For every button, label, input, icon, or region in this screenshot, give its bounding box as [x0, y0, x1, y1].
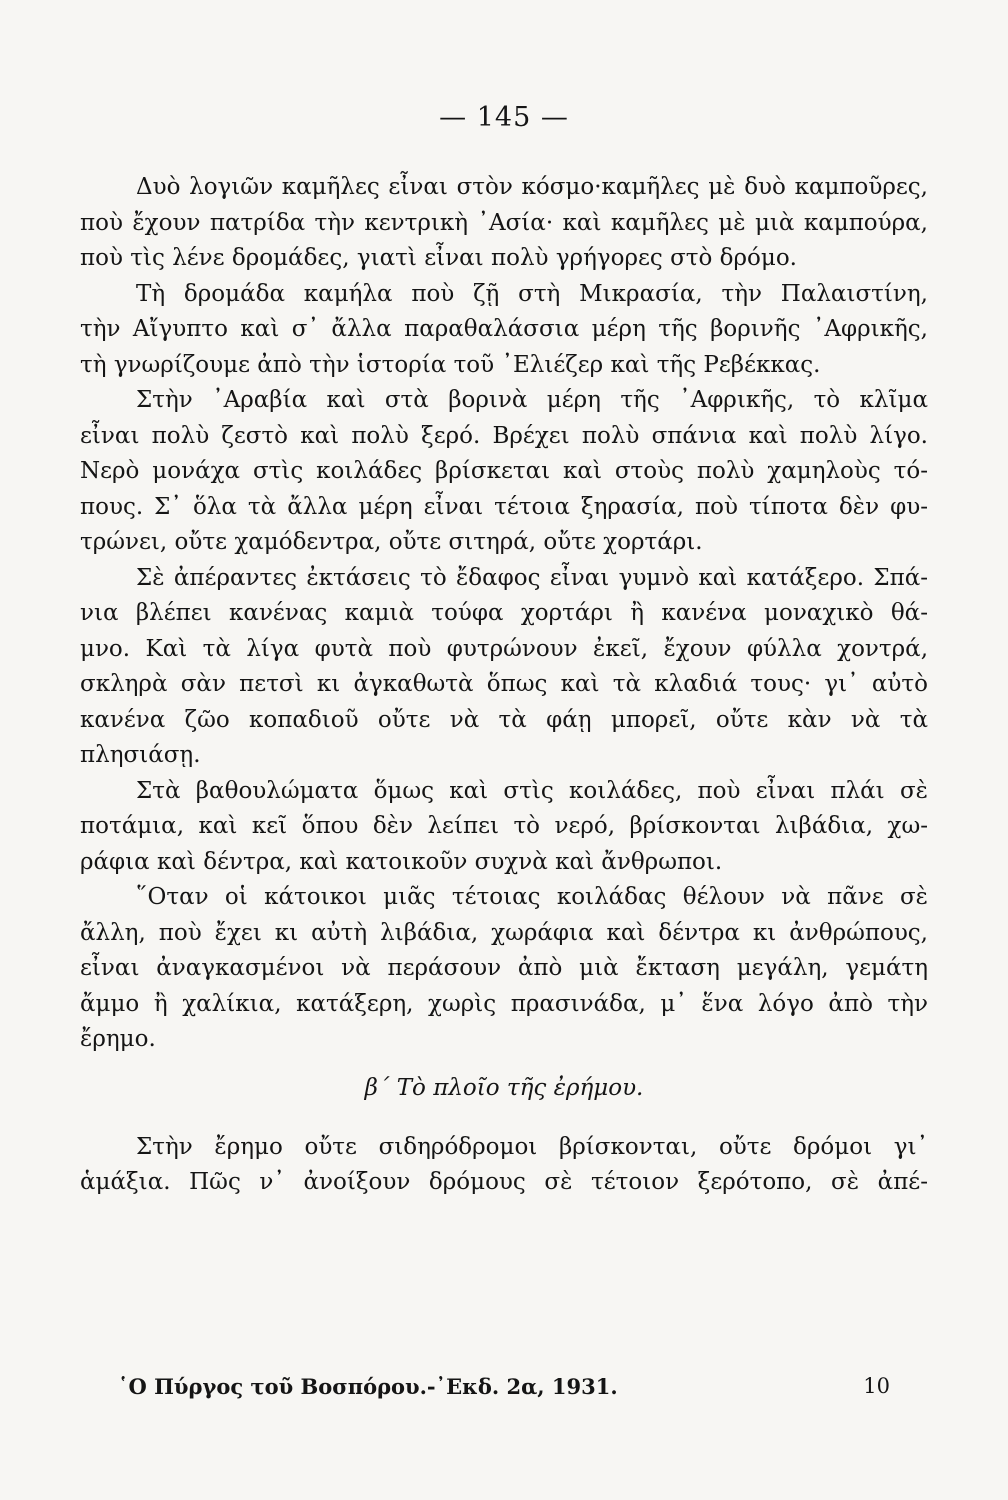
- text-line: Νερὸ μονάχα στὶς κοιλάδες βρίσκεται καὶ στοὺς πολὺ χαμηλοὺς τό-: [80, 458, 928, 484]
- text-line: Σὲ ἀπέραντες ἐκτάσεις τὸ ἔδαφος εἶναι γυμνὸ καὶ κατάξερο. Σπά-: [136, 564, 928, 591]
- text-line: ποὺ τὶς λένε δρομάδες, γιατὶ εἶναι πολὺ γρήγορες στὸ δρόμο.: [80, 245, 797, 271]
- text-line: ποτάμια, καὶ κεῖ ὅπου δὲν λείπει τὸ νερό, βρίσκονται λιβάδια, χω-: [80, 813, 928, 839]
- section-heading: β΄ Τὸ πλοῖο τῆς ἐρήμου.: [364, 1074, 644, 1101]
- paragraph: [80, 277, 928, 384]
- text-line: εἶναι πολὺ ζεστὸ καὶ πολὺ ξερό. Βρέχει πολὺ σπάνια καὶ πολὺ λίγο.: [80, 422, 928, 449]
- body-text: [80, 170, 928, 1201]
- page-footer: [118, 1374, 890, 1399]
- page-number: — 145 —: [439, 102, 569, 133]
- closing-paragraph: [80, 1130, 928, 1201]
- footer-signature-number: 10: [863, 1374, 890, 1398]
- paragraph: [80, 170, 928, 277]
- text-line: κανένα ζῶο κοπαδιοῦ οὔτε νὰ τὰ φάῃ μπορεῖ, οὔτε κὰν νὰ τὰ: [80, 706, 928, 733]
- text-line: ῞Οταν οἱ κάτοικοι μιᾶς τέτοιας κοιλάδας θέλουν νὰ πᾶνε σὲ: [136, 884, 928, 910]
- text-line: ἔρημο.: [80, 1026, 156, 1052]
- text-line: τὴν Αἴγυπτο καὶ σ᾿ ἄλλα παραθαλάσσια μέρη τῆς βορινῆς ᾿Αφρικῆς,: [80, 316, 928, 342]
- paragraph: [80, 561, 928, 774]
- text-line: σκληρὰ σὰν πετσὶ κι ἀγκαθωτὰ ὅπως καὶ τὰ κλαδιά τους· γι᾿ αὐτὸ: [80, 671, 928, 697]
- text-line: εἶναι ἀναγκασμένοι νὰ περάσουν ἀπὸ μιὰ ἔκταση μεγάλη, γεμάτη: [80, 955, 928, 981]
- text-line: ἄμμο ἢ χαλίκια, κατάξερη, χωρὶς πρασινάδα, μ᾿ ἕνα λόγο ἀπὸ τὴν: [80, 990, 928, 1017]
- text-line: νια βλέπει κανένας καμιὰ τούφα χορτάρι ἢ κανένα μοναχικὸ θά-: [80, 600, 928, 626]
- paragraph-list: [80, 170, 928, 1058]
- text-line: πλησιάσῃ.: [80, 742, 201, 768]
- paragraph: [80, 383, 928, 561]
- text-line: Στὰ βαθουλώματα ὅμως καὶ στὶς κοιλάδες, ποὺ εἶναι πλάι σὲ: [136, 777, 928, 804]
- text-line: ἄλλη, ποὺ ἔχει κι αὐτὴ λιβάδια, χωράφια καὶ δέντρα κι ἀνθρώπους,: [80, 919, 928, 946]
- text-line: τρώνει, οὔτε χαμόδεντρα, οὔτε σιτηρά, οὔτε χορτάρι.: [80, 529, 703, 555]
- footer-book-title: ῾Ο Πύργος τοῦ Βοσπόρου.-᾿Εκδ. 2α, 1931.: [118, 1374, 618, 1399]
- text-line: Δυὸ λογιῶν καμῆλες εἶναι στὸν κόσμο·καμῆλες μὲ δυὸ καμποῦρες,: [136, 174, 928, 200]
- text-line: ράφια καὶ δέντρα, καὶ κατοικοῦν συχνὰ καὶ ἄνθρωποι.: [80, 848, 723, 875]
- text-line: ποὺ ἔχουν πατρίδα τὴν κεντρικὴ ᾿Ασία· καὶ καμῆλες μὲ μιὰ καμπούρα,: [80, 209, 928, 236]
- text-line: Στὴν ᾿Αραβία καὶ στὰ βορινὰ μέρη τῆς ᾿Αφρικῆς, τὸ κλῖμα: [136, 387, 928, 413]
- text-line: μνο. Καὶ τὰ λίγα φυτὰ ποὺ φυτρώνουν ἐκεῖ, ἔχουν φύλλα χοντρά,: [80, 635, 928, 662]
- text-line: πους. Σ᾿ ὅλα τὰ ἄλλα μέρη εἶναι τέτοια ξηρασία, ποὺ τίποτα δὲν φυ-: [80, 493, 928, 520]
- text-line: τὴ γνωρίζουμε ἀπὸ τὴν ἱστορία τοῦ ᾿Ελιέζερ καὶ τῆς Ρεβέκκας.: [80, 351, 821, 378]
- text-line: ἁμάξια. Πῶς ν᾿ ἀνοίξουν δρόμους σὲ τέτοιον ξερότοπο, σὲ ἀπέ-: [80, 1169, 928, 1195]
- text-line: Τὴ δρομάδα καμήλα ποὺ ζῇ στὴ Μικρασία, τὴν Παλαιστίνη,: [136, 280, 928, 307]
- paragraph: [80, 880, 928, 1058]
- paragraph: [80, 774, 928, 881]
- text-line: Στὴν ἔρημο οὔτε σιδηρόδρομοι βρίσκονται, οὔτε δρόμοι γι᾿: [136, 1133, 928, 1160]
